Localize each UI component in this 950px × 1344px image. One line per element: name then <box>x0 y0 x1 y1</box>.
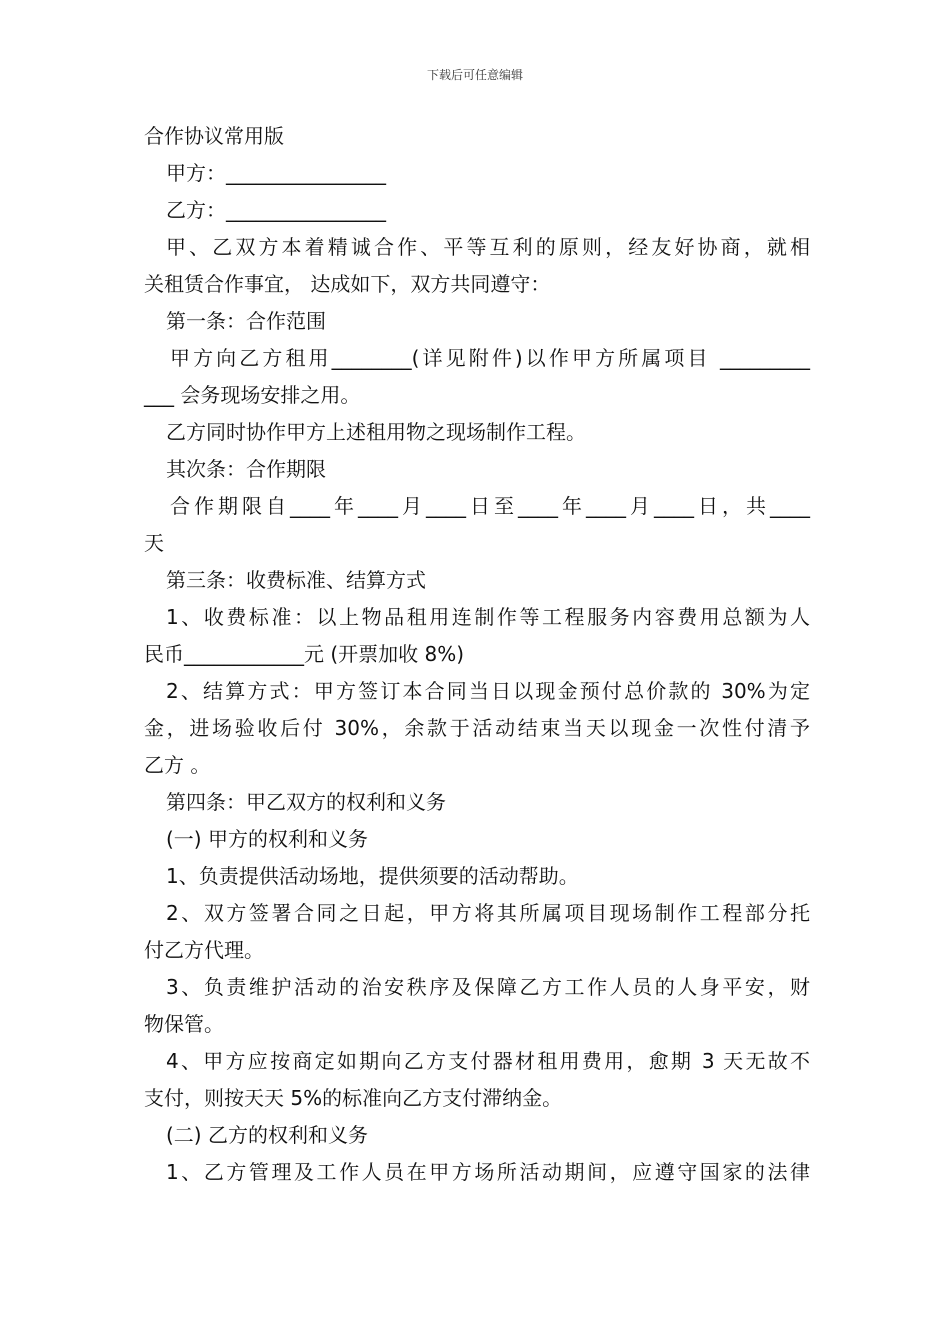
article-heading: 第四条：甲乙双方的权利和义务 <box>166 790 446 814</box>
paragraph-line: 关租赁合作事宜， 达成如下，双方共同遵守： <box>144 272 551 296</box>
paragraph-line: 3、负责维护活动的治安秩序及保障乙方工作人员的人身平安，财 <box>166 975 810 999</box>
document-body <box>144 118 810 1191</box>
paragraph-line: 支付，则按天天 5%的标准向乙方支付滞纳金。 <box>144 1086 563 1110</box>
paragraph-line: 乙方同时协作甲方上述租用物之现场制作工程。 <box>166 420 586 444</box>
paragraph-line: 金，进场验收后付 30%，余款于活动结束当天以现金一次性付清予 <box>144 716 810 740</box>
article-heading: 第三条：收费标准、结算方式 <box>166 568 426 592</box>
paragraph-line: 2、双方签署合同之日起，甲方将其所属项目现场制作工程部分托 <box>166 901 810 925</box>
paragraph-line: ___ 会务现场安排之用。 <box>144 383 361 407</box>
party-a-line: 甲方：________________ <box>166 161 386 185</box>
paragraph-line: 付乙方代理。 <box>144 938 264 962</box>
paragraph-line: 1、负责提供活动场地，提供须要的活动帮助。 <box>166 864 579 888</box>
header-note: 下载后可任意编辑 <box>426 68 523 82</box>
paragraph-line: 2、结算方式：甲方签订本合同当日以现金预付总价款的 30%为定 <box>166 679 810 703</box>
paragraph-line: 天 <box>144 531 164 555</box>
paragraph-line: 物保管。 <box>144 1012 224 1036</box>
party-b-line: 乙方：________________ <box>166 198 386 222</box>
paragraph-line: 民币____________元 (开票加收 8%) <box>144 642 465 666</box>
document-title: 合作协议常用版 <box>144 124 284 148</box>
subsection-heading: (二) 乙方的权利和义务 <box>166 1123 368 1147</box>
paragraph-line: 甲方向乙方租用________(详见附件)以作甲方所属项目 _________ <box>170 346 810 370</box>
paragraph-line: 1、乙方管理及工作人员在甲方场所活动期间，应遵守国家的法律 <box>166 1160 810 1184</box>
paragraph-line: 甲、乙双方本着精诚合作、平等互利的原则，经友好协商，就相 <box>166 235 810 259</box>
paragraph-line: 乙方 。 <box>144 753 211 777</box>
article-heading: 第一条：合作范围 <box>166 309 326 333</box>
paragraph-line: 1、收费标准：以上物品租用连制作等工程服务内容费用总额为人 <box>166 605 810 629</box>
subsection-heading: (一) 甲方的权利和义务 <box>166 827 368 851</box>
paragraph-line: 4、甲方应按商定如期向乙方支付器材租用费用，愈期 3 天无故不 <box>166 1049 810 1073</box>
article-heading: 其次条：合作期限 <box>166 457 326 481</box>
paragraph-line: 合作期限自____年____月____日至____年____月____日，共____ <box>170 494 810 518</box>
